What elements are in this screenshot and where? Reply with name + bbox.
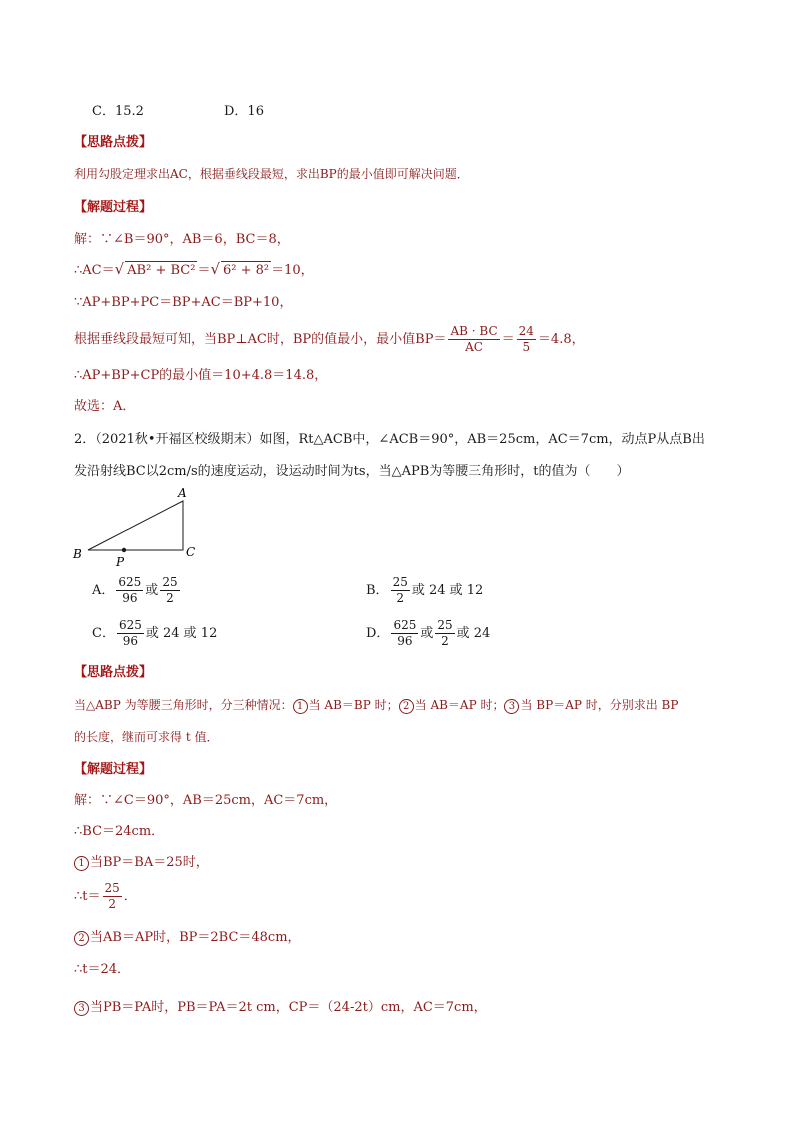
- question-stem: 2．（2021秋•开福区校级期末）如图，Rt△ACB中，∠ACB＝90°，AB＝25cm，AC＝7cm，动点P从点B出: [74, 432, 705, 447]
- solution-line-min: [74, 323, 585, 357]
- solution-line: [74, 929, 301, 947]
- option-c: [92, 617, 217, 651]
- solution-line-ac: [74, 260, 314, 280]
- numerator: 25: [392, 575, 408, 589]
- hint-heading: 【思路点拨】: [74, 665, 153, 680]
- text: ．: [123, 889, 137, 904]
- solution-line: 解：∵∠C＝90°，AB＝25cm，AC＝7cm，: [74, 793, 338, 808]
- denominator: 2: [166, 591, 174, 605]
- text: ∴AC＝: [74, 263, 115, 278]
- label-c: C: [186, 545, 196, 559]
- denominator: 2: [441, 634, 449, 648]
- text: ＝: [501, 332, 515, 347]
- text: 当△ABP 为等腰三角形时，分三种情况：: [74, 698, 293, 712]
- radicand: 6² + 8²: [223, 263, 270, 278]
- text: 或: [420, 626, 434, 641]
- denominator: 5: [522, 340, 531, 354]
- circled-number: 3: [504, 699, 519, 714]
- denominator: 96: [122, 591, 138, 605]
- denominator: 96: [397, 634, 413, 648]
- fraction: [517, 324, 536, 355]
- fraction: [116, 575, 143, 606]
- solution-line: ∴AP+BP+CP的最小值＝10+4.8＝14.8，: [74, 368, 328, 383]
- option-c: C．15.2: [92, 104, 144, 119]
- numerator: 25: [162, 575, 178, 589]
- option-d: D．16: [224, 104, 264, 119]
- text: 或 24 或 12: [411, 583, 484, 598]
- option-b: [366, 574, 483, 608]
- circled-number: 1: [74, 856, 89, 871]
- question-stem: 发沿射线BC以2cm/s的速度运动，设运动时间为ts，当△APB为等腰三角形时，t的值为（ ）: [74, 464, 630, 479]
- fraction: [391, 575, 410, 606]
- triangle-shape: [88, 501, 183, 550]
- solution-heading: 【解题过程】: [74, 762, 153, 777]
- denominator: AC: [465, 340, 483, 354]
- text: ＝10，: [271, 263, 314, 278]
- hint-text: 的长度，继而可求得 t 值．: [74, 730, 219, 744]
- option-letter: B．: [366, 583, 389, 598]
- circled-number: 2: [399, 699, 414, 714]
- circled-number: 3: [74, 1001, 89, 1016]
- solution-line: [74, 854, 209, 872]
- solution-heading: 【解题过程】: [74, 200, 153, 215]
- radicand: AB² + BC²: [127, 263, 196, 278]
- solution-line: 故选：A．: [74, 399, 136, 414]
- fraction: [103, 881, 122, 912]
- numerator: 625: [393, 618, 417, 632]
- option-letter: D．: [366, 626, 390, 641]
- sqrt-icon: √: [210, 260, 221, 278]
- text: 当 BP＝AP 时，分别求出 BP: [520, 698, 679, 712]
- fraction: [435, 618, 454, 649]
- text: 根据垂线段最短可知，当BP⊥AC时，BP的值最小，最小值BP＝: [74, 332, 447, 347]
- denominator: 2: [108, 897, 116, 911]
- point-p: [122, 548, 126, 552]
- solution-line: ∵AP+BP+PC＝BP+AC＝BP+10，: [74, 295, 293, 310]
- solution-line-t: [74, 880, 137, 914]
- solution-line: [74, 999, 487, 1017]
- fraction: [448, 324, 499, 355]
- text: 或 24: [456, 626, 491, 641]
- fraction: [117, 618, 144, 649]
- sqrt-icon: √: [114, 260, 125, 278]
- text: ＝4.8，: [537, 332, 585, 347]
- solution-line: ∴t＝24．: [74, 962, 131, 977]
- circled-number: 1: [293, 699, 308, 714]
- numerator: 24: [518, 324, 534, 338]
- option-letter: A．: [92, 583, 115, 598]
- text: 当AB＝AP时，BP＝2BC＝48cm，: [90, 930, 301, 945]
- text: 当 AB＝AP 时；: [414, 698, 505, 712]
- hint-text: 利用勾股定理求出AC，根据垂线段最短，求出BP的最小值即可解决问题．: [74, 167, 469, 181]
- text: ＝: [197, 263, 211, 278]
- numerator: 25: [437, 618, 453, 632]
- option-a: [92, 574, 182, 608]
- fraction: [391, 618, 418, 649]
- numerator: AB · BC: [450, 324, 498, 338]
- text: 当 AB＝BP 时；: [308, 698, 399, 712]
- text: 当BP＝BA＝25时，: [90, 855, 209, 870]
- fraction: [160, 575, 179, 606]
- label-p: P: [116, 555, 125, 568]
- text: ∴t＝: [74, 889, 101, 904]
- text: 或: [145, 583, 159, 598]
- hint-text: [74, 696, 678, 714]
- label-a: A: [178, 486, 187, 500]
- hint-heading: 【思路点拨】: [74, 135, 153, 150]
- option-letter: C．: [92, 626, 115, 641]
- numerator: 625: [118, 575, 142, 589]
- denominator: 96: [122, 634, 139, 648]
- label-b: B: [73, 547, 82, 561]
- numerator: 25: [104, 881, 120, 895]
- text: 当PB＝PA时，PB＝PA＝2t cm，CP＝（24-2t）cm，AC＝7cm，: [90, 1000, 487, 1015]
- solution-line: 解：∵∠B＝90°，AB＝6，BC＝8，: [74, 232, 290, 247]
- text: 或 24 或 12: [145, 626, 218, 641]
- numerator: 625: [118, 618, 142, 632]
- option-d: [366, 617, 490, 651]
- circled-number: 2: [74, 931, 89, 946]
- triangle-figure: [66, 484, 206, 568]
- solution-line: ∴BC＝24cm．: [74, 824, 165, 839]
- denominator: 2: [396, 591, 405, 605]
